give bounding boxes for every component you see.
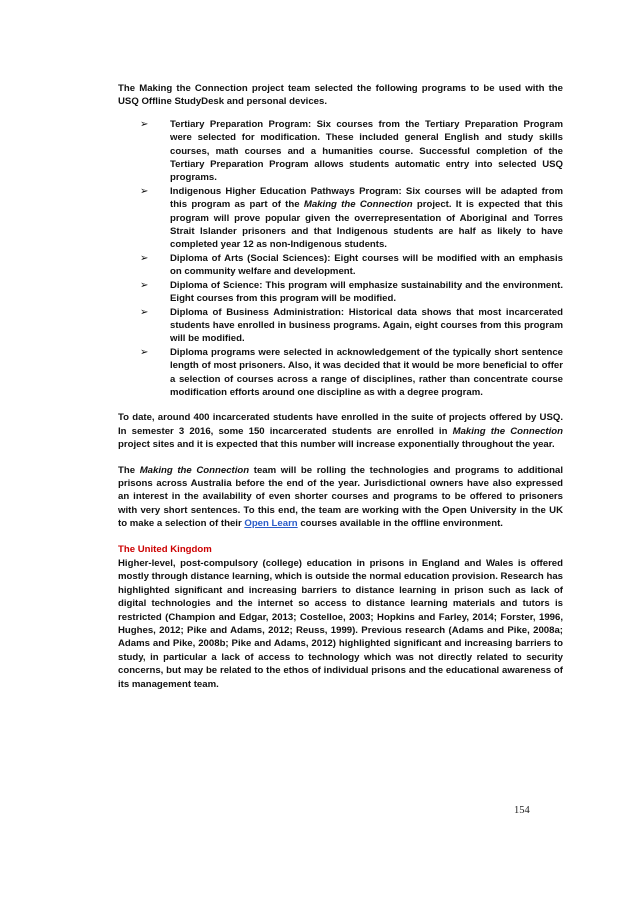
list-item: ➢ Tertiary Preparation Program: Six courses from the Tertiary Preparation Program were selected for modification. These included general English and study skills courses, math courses and a humanities course. Successful completion of the Tertiary Preparation Program allows students automatic entry into selected USQ programs. — [140, 118, 563, 184]
intro-paragraph: The Making the Connection project team selected the following programs to be used with the USQ Offline StudyDesk and personal devices. — [118, 83, 563, 108]
list-item: ➢ Indigenous Higher Education Pathways Program: Six courses will be adapted from this program as part of the Making the Connection project. It is expected that this program will prove popular given the overrepresentation of Aboriginal and Torres Strait Islander prisoners and that Indigenous students are half as likely to have completed year 12 as non-Indigenous students. — [140, 185, 563, 251]
list-item: ➢ Diploma programs were selected in acknowledgement of the typically short sentence length of most prisoners. Also, it was decided that it would be more beneficial to offer a selection of courses across a range of disciplines, rather than concentrate course modification efforts around one discipline as with a degree program. — [140, 346, 563, 398]
list-item: ➢ Diploma of Arts (Social Sciences): Eight courses will be modified with an emphasis on community welfare and development. — [140, 252, 563, 278]
open-learn-link[interactable]: Open Learn — [244, 518, 298, 530]
arrow-bullet-icon: ➢ — [140, 118, 149, 130]
page-content — [118, 82, 563, 691]
list-item: ➢ Diploma of Business Administration: Historical data shows that most incarcerated students have enrolled in business programs. Again, eight courses from this program will be modified. — [140, 306, 563, 345]
rollout-paragraph: The Making the Connection team will be rolling the technologies and programs to additional prisons across Australia before the end of the year. Jurisdictional owners have also expressed an interest in the availability of even shorter courses and programs to be offered to prisoners with very short sentences. To this end, the team are working with the Open University in the UK to make a selection of their Open Learn courses available in the offline environment. — [118, 464, 563, 530]
arrow-bullet-icon: ➢ — [140, 252, 149, 264]
uk-paragraph: Higher-level, post-compulsory (college) education in prisons in England and Wales is offered mostly through distance learning, which is outside the normal education provision. Research has highlighted significant and increasing barriers to distance learning in prison such as lack of digital technologies and the internet so access to distance learning materials and tutors is restricted (Champion and Edgar, 2013; Costelloe, 2003; Hopkins and Farley, 2014; Forster, 1996, Hughes, 2012; Pike and Adams, 2012; Reuss, 1999). Previous research (Adams and Pike, 2008a; Adams and Pike, 2008b; Pike and Adams, 2012) highlighted significant and increasing barriers to study, in particular a lack of access to technology which was not directly related to security concerns, but may be related to the ethos of individual prisons and the educational awareness of its management team. — [118, 558, 563, 690]
page-number: 154 — [514, 805, 530, 816]
enrolment-paragraph: To date, around 400 incarcerated students have enrolled in the suite of projects offered by USQ. In semester 3 2016, some 150 incarcerated students are enrolled in Making the Connection project sites and it is expected that this number will increase exponentially throughout the year. — [118, 412, 563, 451]
arrow-bullet-icon: ➢ — [140, 185, 149, 197]
arrow-bullet-icon: ➢ — [140, 279, 149, 291]
arrow-bullet-icon: ➢ — [140, 306, 149, 318]
program-list — [118, 118, 563, 400]
section-heading-uk: The United Kingdom — [118, 543, 212, 555]
list-item: ➢ Diploma of Science: This program will emphasize sustainability and the environment. Eight courses from this program will be modified. — [140, 279, 563, 305]
arrow-bullet-icon: ➢ — [140, 346, 149, 358]
